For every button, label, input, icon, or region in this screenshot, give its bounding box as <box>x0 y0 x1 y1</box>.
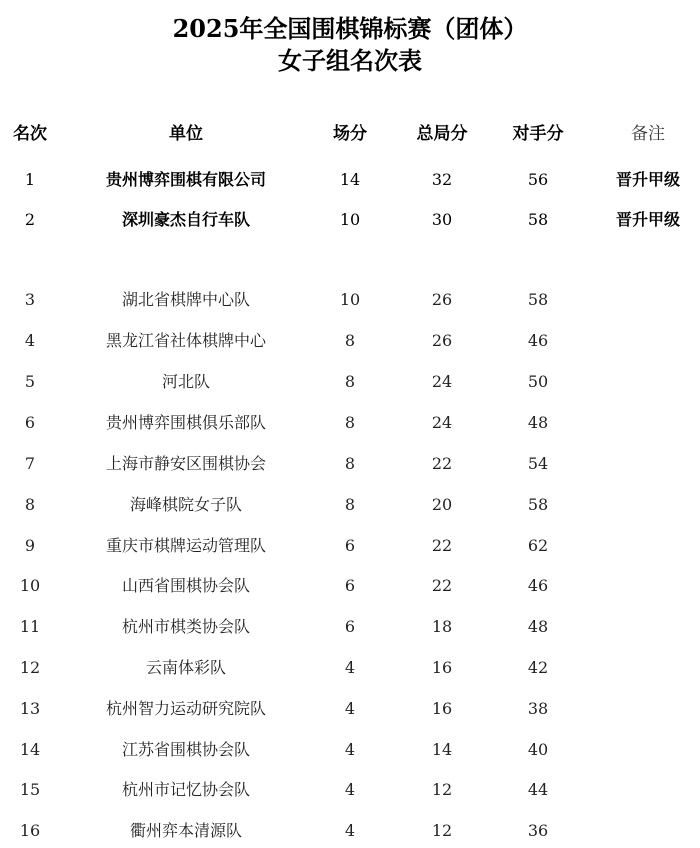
total-games-cell: 16 <box>431 699 453 718</box>
total-games-cell: 26 <box>431 290 453 309</box>
unit-cell: 海峰棋院女子队 <box>129 495 242 514</box>
header-rank: 名次 <box>13 124 47 144</box>
opponent-score-cell: 58 <box>527 495 549 514</box>
score-cell: 4 <box>344 740 356 759</box>
header-total-games: 总局分 <box>416 124 468 144</box>
remark-cell: 晋升甲级 <box>615 170 680 189</box>
score-cell: 4 <box>344 658 356 677</box>
table-header <box>0 120 700 148</box>
total-games-cell: 22 <box>431 576 453 595</box>
table-row <box>0 613 700 641</box>
table-row <box>0 572 700 600</box>
score-cell: 14 <box>339 170 361 189</box>
unit-cell: 河北队 <box>161 372 210 391</box>
document-title: 2025年全国围棋锦标赛（团体） <box>172 14 528 43</box>
rank-cell: 5 <box>24 372 36 391</box>
unit-cell: 杭州市棋类协会队 <box>121 617 250 636</box>
opponent-score-cell: 40 <box>527 740 549 759</box>
rank-cell: 12 <box>19 658 41 677</box>
total-games-cell: 24 <box>431 413 453 432</box>
score-cell: 4 <box>344 699 356 718</box>
header-unit: 单位 <box>169 124 203 144</box>
score-cell: 10 <box>339 210 361 229</box>
table-row <box>0 491 700 519</box>
table-row <box>0 368 700 396</box>
opponent-score-cell: 48 <box>527 413 549 432</box>
opponent-score-cell: 46 <box>527 331 549 350</box>
table-row <box>0 695 700 723</box>
unit-cell: 黑龙江省社体棋牌中心 <box>105 331 266 350</box>
rank-cell: 3 <box>24 290 36 309</box>
opponent-score-cell: 58 <box>527 210 549 229</box>
total-games-cell: 16 <box>431 658 453 677</box>
score-cell: 8 <box>344 495 356 514</box>
rank-cell: 11 <box>19 617 41 636</box>
opponent-score-cell: 42 <box>527 658 549 677</box>
opponent-score-cell: 56 <box>527 170 549 189</box>
score-cell: 6 <box>344 536 356 555</box>
rank-cell: 13 <box>19 699 41 718</box>
total-games-cell: 22 <box>431 454 453 473</box>
unit-cell: 山西省围棋协会队 <box>121 576 250 595</box>
score-cell: 8 <box>344 372 356 391</box>
rank-cell: 9 <box>24 536 36 555</box>
rank-cell: 14 <box>19 740 41 759</box>
unit-cell: 贵州博弈围棋俱乐部队 <box>105 413 266 432</box>
remark-cell: 晋升甲级 <box>615 210 680 229</box>
unit-cell: 上海市静安区围棋协会 <box>105 454 266 473</box>
score-cell: 8 <box>344 413 356 432</box>
total-games-cell: 20 <box>431 495 453 514</box>
score-cell: 6 <box>344 617 356 636</box>
table-row <box>0 532 700 560</box>
rank-cell: 7 <box>24 454 36 473</box>
rank-cell: 1 <box>24 170 36 189</box>
opponent-score-cell: 36 <box>527 821 549 840</box>
header-opponent-score: 对手分 <box>512 124 564 144</box>
rank-cell: 16 <box>19 821 41 840</box>
rank-cell: 6 <box>24 413 36 432</box>
total-games-cell: 32 <box>431 170 453 189</box>
unit-cell: 重庆市棋牌运动管理队 <box>105 536 266 555</box>
score-cell: 4 <box>344 821 356 840</box>
total-games-cell: 18 <box>431 617 453 636</box>
total-games-cell: 22 <box>431 536 453 555</box>
table-row <box>0 166 700 194</box>
total-games-cell: 24 <box>431 372 453 391</box>
rank-cell: 10 <box>19 576 41 595</box>
total-games-cell: 26 <box>431 331 453 350</box>
score-cell: 4 <box>344 780 356 799</box>
opponent-score-cell: 38 <box>527 699 549 718</box>
total-games-cell: 12 <box>431 780 453 799</box>
table-row <box>0 327 700 355</box>
rank-cell: 4 <box>24 331 36 350</box>
total-games-cell: 30 <box>431 210 453 229</box>
score-cell: 6 <box>344 576 356 595</box>
unit-cell: 深圳豪杰自行车队 <box>121 210 250 229</box>
header-score: 场分 <box>333 124 367 144</box>
total-games-cell: 12 <box>431 821 453 840</box>
score-cell: 8 <box>344 454 356 473</box>
rank-cell: 8 <box>24 495 36 514</box>
rank-cell: 15 <box>19 780 41 799</box>
document-subtitle: 女子组名次表 <box>278 46 422 75</box>
unit-cell: 杭州市记忆协会队 <box>121 780 250 799</box>
opponent-score-cell: 50 <box>527 372 549 391</box>
unit-cell: 衢州弈本清源队 <box>129 821 242 840</box>
unit-cell: 湖北省棋牌中心队 <box>121 290 250 309</box>
opponent-score-cell: 62 <box>527 536 549 555</box>
table-row <box>0 206 700 234</box>
score-cell: 10 <box>339 290 361 309</box>
header-remark: 备注 <box>631 124 665 144</box>
total-games-cell: 14 <box>431 740 453 759</box>
table-row <box>0 654 700 682</box>
table-row <box>0 736 700 764</box>
table-row <box>0 409 700 437</box>
table-row <box>0 776 700 804</box>
opponent-score-cell: 48 <box>527 617 549 636</box>
opponent-score-cell: 54 <box>527 454 549 473</box>
rank-cell: 2 <box>24 210 36 229</box>
score-cell: 8 <box>344 331 356 350</box>
opponent-score-cell: 44 <box>527 780 549 799</box>
unit-cell: 杭州智力运动研究院队 <box>105 699 266 718</box>
unit-cell: 贵州博弈围棋有限公司 <box>105 170 266 189</box>
opponent-score-cell: 46 <box>527 576 549 595</box>
table-row <box>0 286 700 314</box>
opponent-score-cell: 58 <box>527 290 549 309</box>
unit-cell: 云南体彩队 <box>145 658 226 677</box>
unit-cell: 江苏省围棋协会队 <box>121 740 250 759</box>
table-row <box>0 817 700 845</box>
table-row <box>0 450 700 478</box>
